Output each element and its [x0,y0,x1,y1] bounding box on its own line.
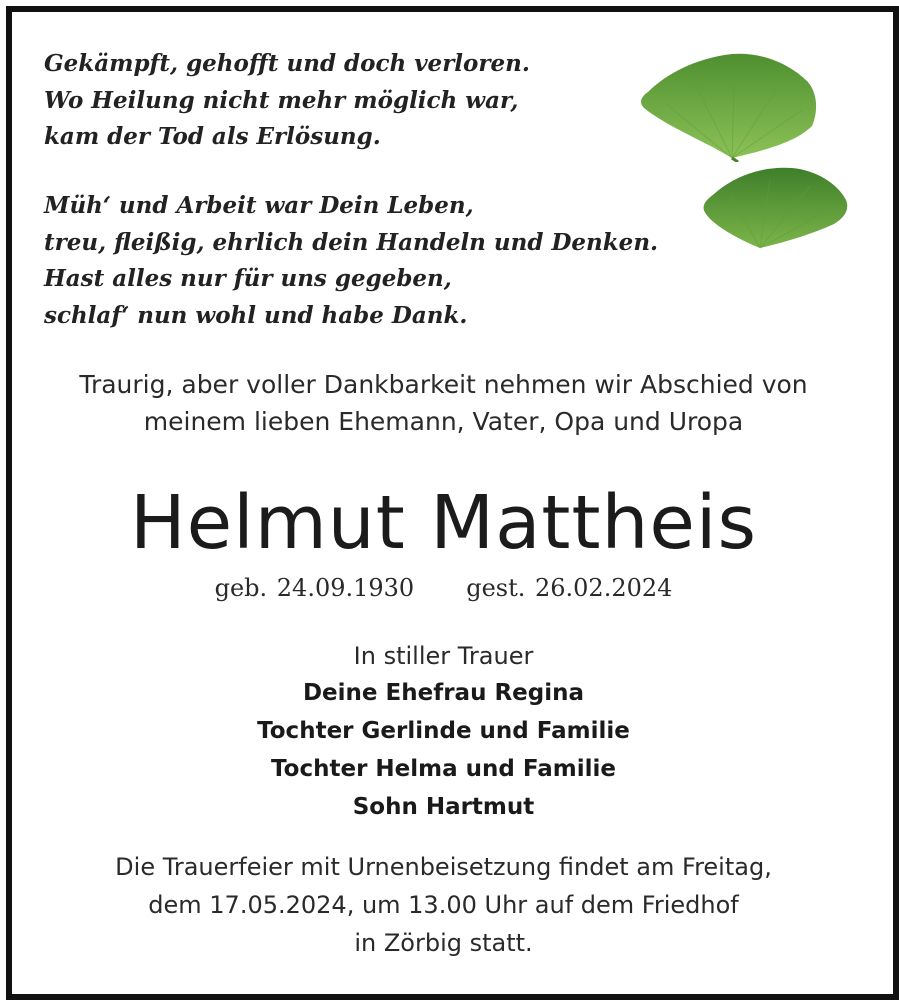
poem-line: Hast alles nur für uns gegeben, [44,265,452,292]
intro-text [0,366,887,440]
poem-line: schlaf‘ nun wohl und habe Dank. [44,301,468,329]
poem-stanza-1 [44,46,684,156]
mourner-name: Sohn Hartmut [352,794,535,820]
ginkgo-leaf-icon [700,160,850,252]
death-date: gest. 26.02.2024 [466,574,673,602]
intro-line: Traurig, aber voller Dankbarkeit nehmen wir Abschied von [79,370,808,399]
poem-line: kam der Tod als Erlösung. [44,123,381,150]
poem-stanza-2 [44,188,684,334]
intro-line: meinem lieben Ehemann, Vater, Opa und Uropa [143,407,744,436]
funeral-line: Die Trauerfeier mit Urnenbeisetzung findet am Freitag, [115,853,772,881]
ginkgo-leaf-icon [636,46,822,162]
mourner-name: Tochter Gerlinde und Familie [257,718,630,744]
mourners-label: In stiller Trauer [353,642,534,670]
poem-line: Müh‘ und Arbeit war Dein Leben, [44,192,474,219]
mourner-name: Tochter Helma und Familie [271,756,616,782]
birth-date: geb. 24.09.1930 [214,574,415,602]
poem-line: Gekämpft, gehofft und doch verloren. [44,50,530,77]
funeral-line: dem 17.05.2024, um 13.00 Uhr auf dem Friedhof [148,891,739,919]
poem-line: Wo Heilung nicht mehr möglich war, [44,86,519,114]
funeral-line: in Zörbig statt. [354,929,533,957]
mourners-list [0,674,887,826]
poem-line: treu, fleißig, ehrlich dein Handeln und Denken. [44,228,659,256]
mourner-name: Deine Ehefrau Regina [302,680,585,706]
deceased-name: Helmut Mattheis [129,480,758,566]
life-dates [0,570,887,606]
funeral-info [0,848,887,962]
